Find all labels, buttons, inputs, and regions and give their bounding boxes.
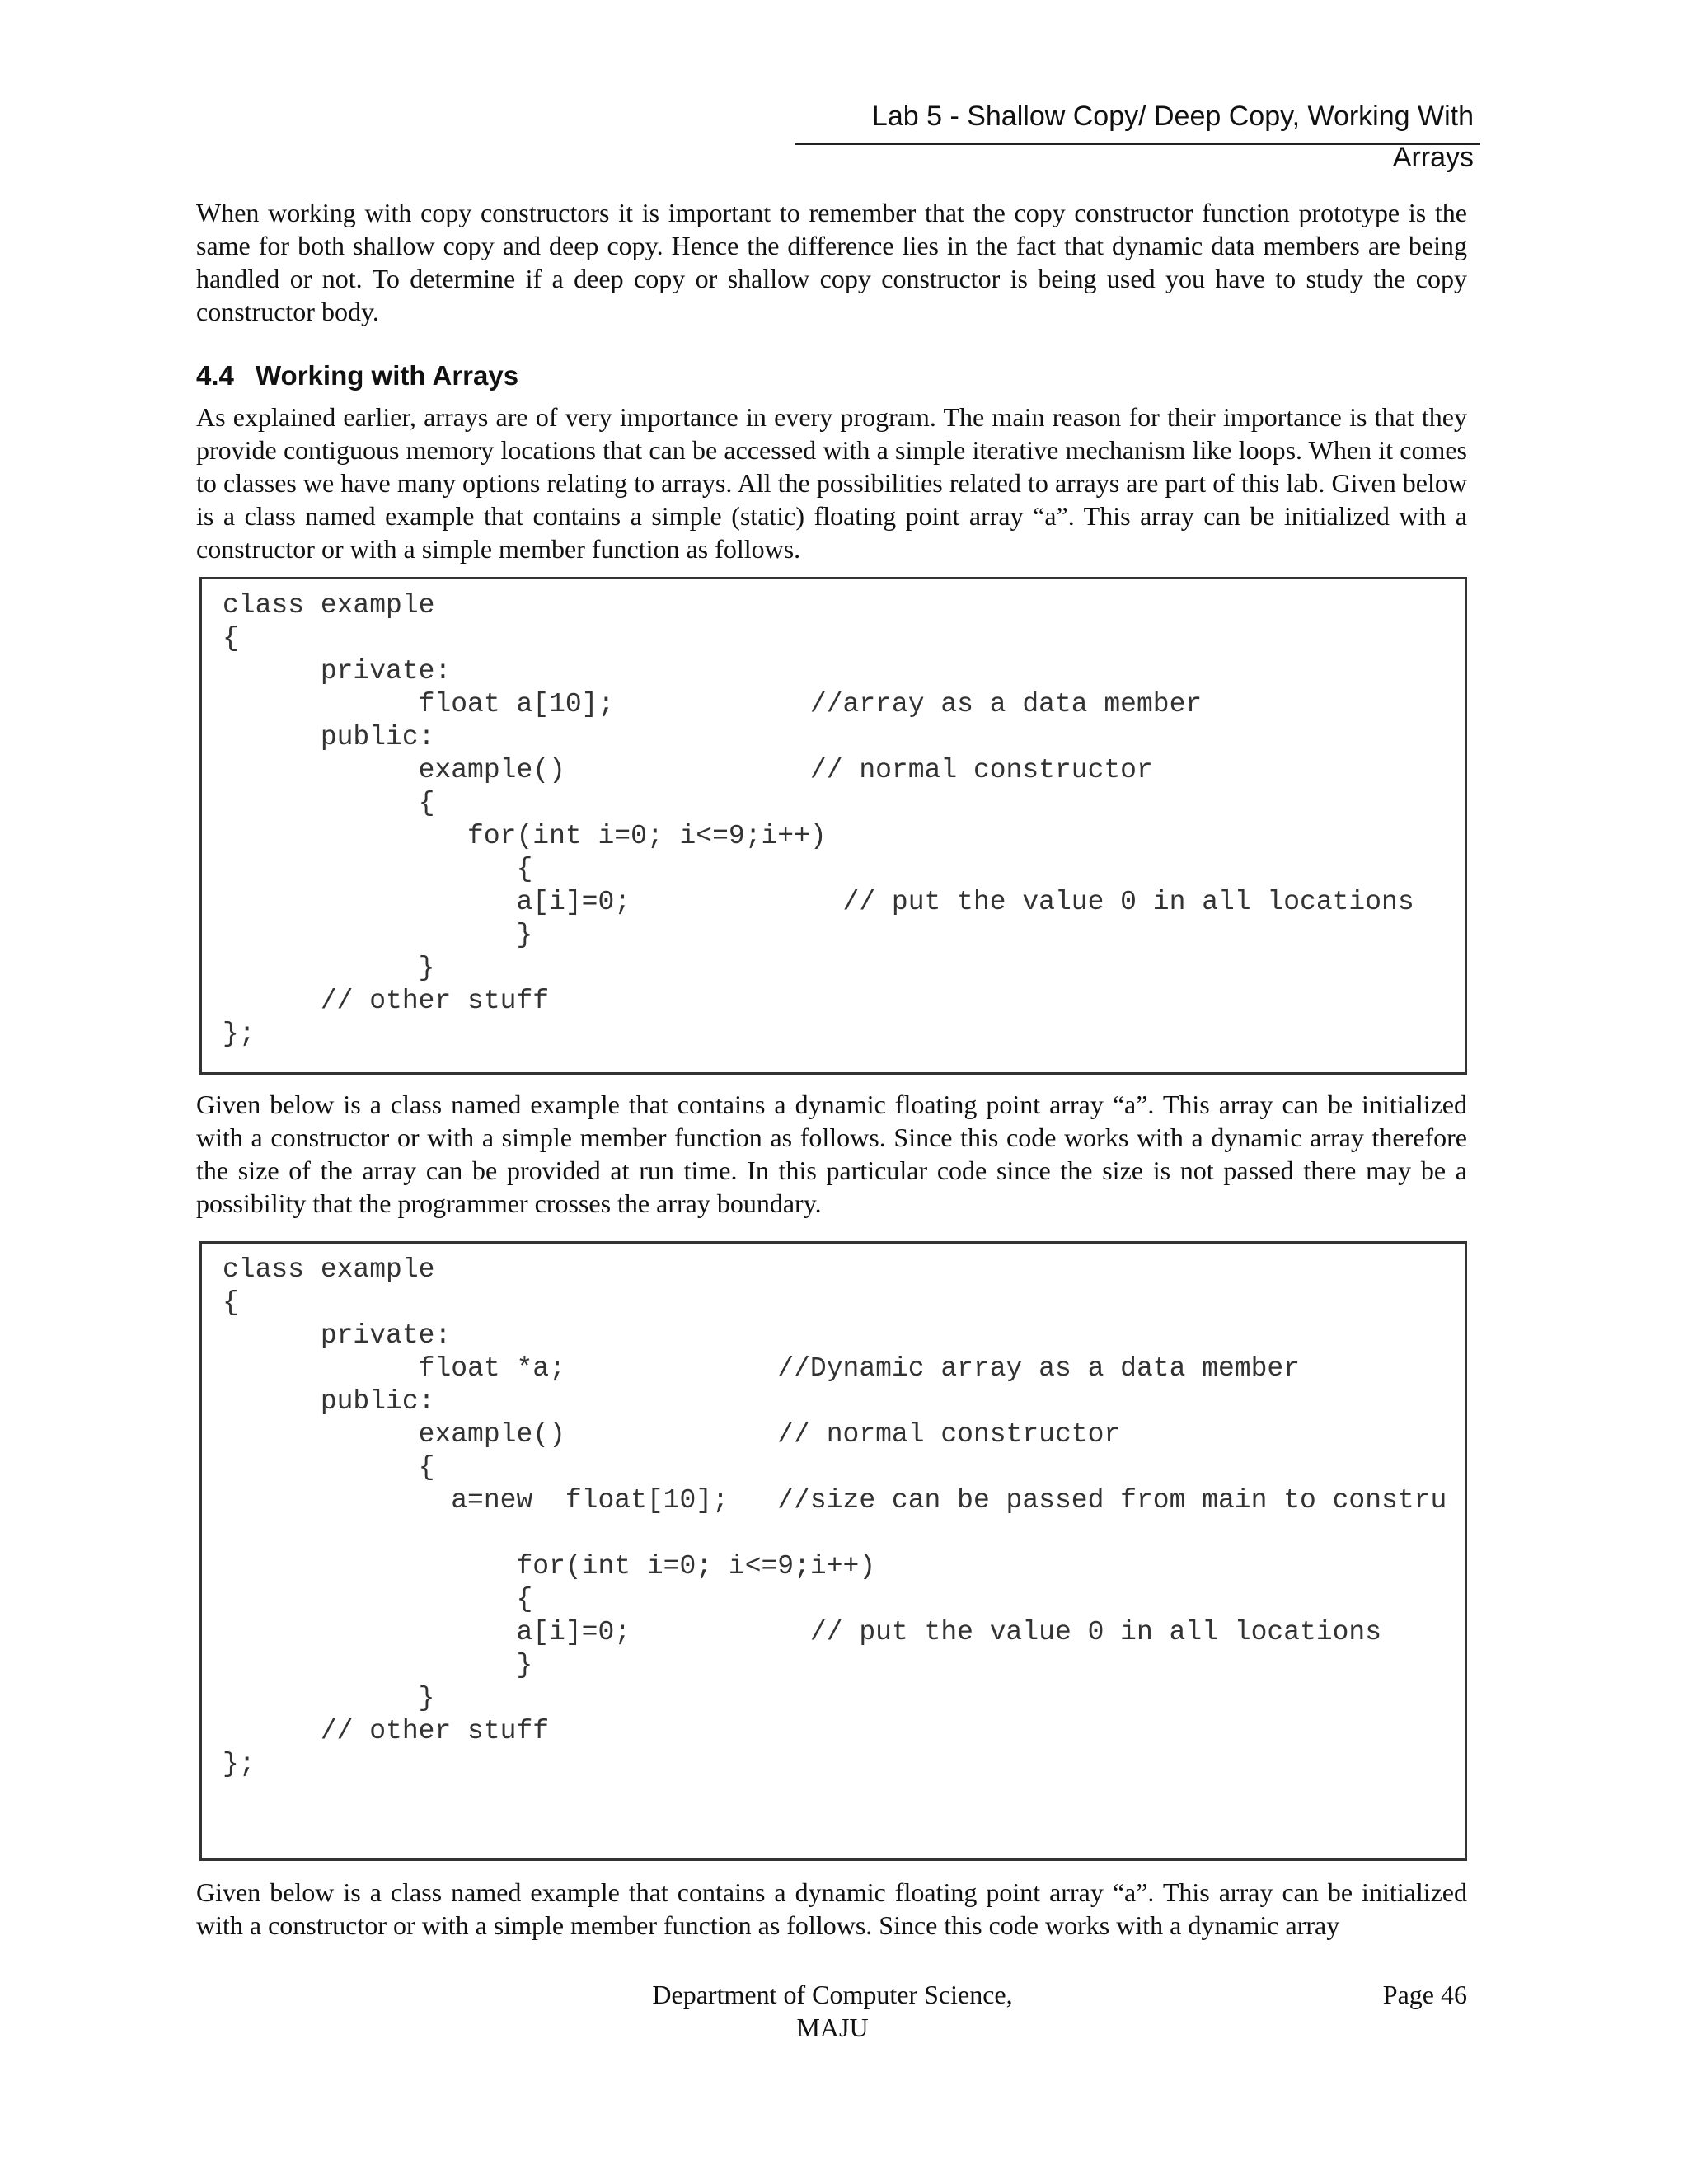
header-title: Lab 5 - Shallow Copy/ Deep Copy, Working With Arrays <box>871 101 1474 173</box>
section-number: 4.4 <box>196 360 234 391</box>
intro-paragraph: When working with copy constructors it is important to remember that the copy constructor function prototype is the same for both shallow copy and deep copy. Hence the difference lies in the fact that dynamic data members are being handled or not. To determine if a deep copy or shallow copy constructor is being used you have to study the copy constructor body. <box>196 198 1467 326</box>
page-header <box>795 96 1480 173</box>
dynamic-array-paragraph: Given below is a class named example that contains a dynamic floating point array “a”. This array can be initialized with a constructor or with a simple member function as follows. Since this code works with a dynamic array therefore the size of the array can be provided at run time. In this particular code since the size is not passed there may be a possibility that the programmer crosses the array boundary. <box>196 1090 1467 1218</box>
code-dynamic-text: class example { private: float *a; //Dynamic array as a data member public: example() // normal constructor { a=new float[10]; //size can be passed from main to constru for(int i=0; i<=9;i++) { a[i]=0; // put the value 0 in all locations } } // other stuff }; <box>223 1254 1447 1779</box>
code-block-static-array <box>199 577 1467 1075</box>
section-paragraph: As explained earlier, arrays are of very importance in every program. The main reason for their importance is that they provide contiguous memory locations that can be accessed with a simple iterative mechanism like loops. When it comes to classes we have many options relating to arrays. All the possibilities related to arrays are part of this lab. Given below is a class named example that contains a simple (static) floating point array “a”. This array can be initialized with a constructor or with a simple member function as follows. <box>196 402 1467 564</box>
section-title: Working with Arrays <box>256 360 519 391</box>
footer-institution: MAJU <box>796 2013 869 2042</box>
section-heading <box>196 359 518 392</box>
code-block-dynamic-array <box>199 1241 1467 1861</box>
footer-page-number: Page 46 <box>1382 1980 1467 2009</box>
truncated-paragraph: Given below is a class named example that contains a dynamic floating point array “a”. This array can be initialized with a constructor or with a simple member function as follows. Since this code works with a dynamic array <box>196 1877 1467 1940</box>
footer-department-name: Department of Computer Science, <box>652 1980 1013 2009</box>
footer-department <box>577 1978 1088 2044</box>
code-static-text: class example { private: float a[10]; //array as a data member public: example() // normal constructor { for(int i=0; i<=9;i++) { a[i]=0; // put the value 0 in all locations } } // other stuff }; <box>223 590 1414 1049</box>
